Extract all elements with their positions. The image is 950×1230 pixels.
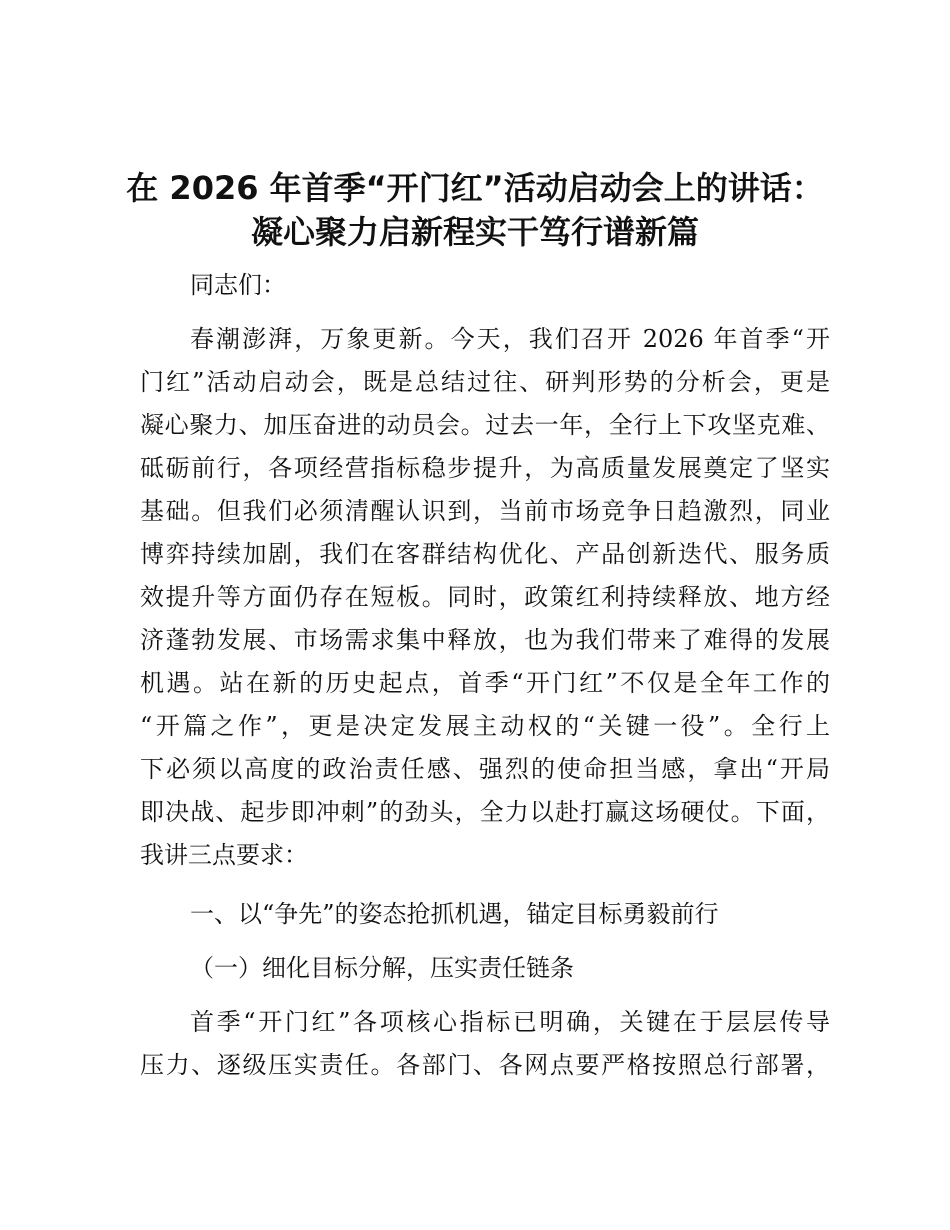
paragraph1-line: “开篇之作”，更是决定发展主动权的“关键一役”。全行上 [140,712,830,740]
paragraph1-line: 博弈持续加剧，我们在客群结构优化、产品创新迭代、服务质 [140,540,830,568]
paragraph1-line: 我讲三点要求： [140,841,308,869]
paragraph2-line: 首季“开门红”各项核心指标已明确，关键在于层层传导 [190,1008,830,1036]
paragraph1-line: 效提升等方面仍存在短板。同时，政策红利持续释放、地方经 [140,583,830,611]
paragraph1-line: 机遇。站在新的历史起点，首季“开门红”不仅是全年工作的 [140,669,830,697]
paragraph1-line: 门红”活动启动会，既是总结过往、研判形势的分析会，更是 [140,368,830,396]
paragraph1-line: 济蓬勃发展、市场需求集中释放，也为我们带来了难得的发展 [140,626,830,654]
speech-title-line1: 在 2026 年首季“开门红”活动启动会上的讲话： [126,169,824,207]
paragraph1-line: 即决战、起步即冲刺”的劲头，全力以赴打赢这场硬仗。下面， [140,798,830,826]
subsection1-heading: （一）细化目标分解，压实责任链条 [190,954,574,982]
section1-heading: 一、以“争先”的姿态抢抓机遇，锚定目标勇毅前行 [190,900,719,928]
speech-title-line2: 凝心聚力启新程实干笃行谱新篇 [250,213,699,251]
paragraph1-line: 砥砺前行，各项经营指标稳步提升，为高质量发展奠定了坚实 [140,454,830,482]
paragraph1-line: 凝心聚力、加压奋进的动员会。过去一年，全行上下攻坚克难、 [140,411,830,439]
paragraph1-line: 春潮澎湃，万象更新。今天，我们召开 2026 年首季“开 [190,325,830,353]
salutation: 同志们： [190,271,286,299]
paragraph2-line: 压力、逐级压实责任。各部门、各网点要严格按照总行部署， [140,1051,830,1079]
paragraph1-line: 基础。但我们必须清醒认识到，当前市场竞争日趋激烈，同业 [140,497,830,525]
paragraph1-line: 下必须以高度的政治责任感、强烈的使命担当感，拿出“开局 [140,755,830,783]
